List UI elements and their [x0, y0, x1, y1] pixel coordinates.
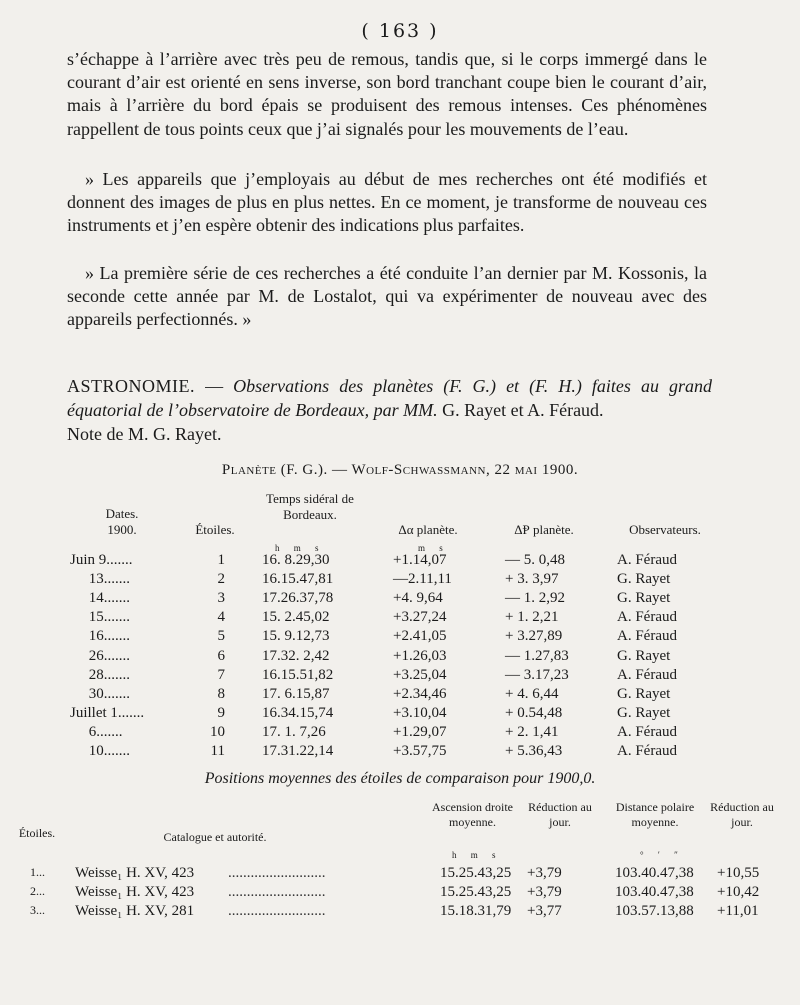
heading-authors: G. Rayet et A. Féraud. — [437, 400, 604, 420]
cell-ddelta: + 1. 2,21 — [505, 609, 559, 626]
table-row — [0, 628, 800, 647]
header-ddelta: ΔⱣ planète. — [514, 522, 574, 537]
cell-dalpha: +4. 9,64 — [393, 590, 443, 607]
table-row — [0, 865, 800, 885]
pos-units-ra: h m s — [452, 850, 502, 860]
header-year: 1900. — [107, 522, 137, 537]
table-row — [0, 552, 800, 571]
cell-date: Juillet 1....... — [70, 704, 145, 721]
cell-catalogue: Weisse₁ H. XV, 423 — [75, 865, 195, 881]
pos-header-ra: Ascension droite moyenne. — [432, 800, 513, 829]
cell-time: 15. 2.45,02 — [262, 609, 330, 626]
pos-units-dec: ° ′ ″ — [640, 850, 684, 860]
cell-time: 17.32. 2,42 — [262, 647, 330, 664]
cell-observer: A. Féraud — [617, 723, 677, 740]
cell-time: 15. 9.12,73 — [262, 628, 330, 645]
section-heading — [67, 374, 712, 446]
cell-observer: A. Féraud — [617, 628, 677, 645]
planet-title: Planète (F. G.). — Wolf-Schwassmann, 22 mai 1900. — [221, 462, 579, 478]
header-dalpha: Δα planète. — [398, 522, 458, 537]
cell-date: 30....... — [70, 685, 130, 702]
cell-star-number: 3... — [30, 903, 45, 917]
heading-title: Observations des planètes (F. G.) et (F. H.) faites au grand équatorial de l’observatoire de Bordeaux, par MM. — [67, 376, 713, 420]
section-label: ASTRONOMIE. — [67, 376, 196, 396]
cell-dalpha: +2.34,46 — [393, 685, 447, 702]
cell-ddelta: + 0.54,48 — [505, 704, 563, 721]
cell-time: 16. 8.29,30 — [262, 552, 330, 568]
cell-date: 6....... — [70, 723, 123, 740]
cell-dalpha: +3.10,04 — [393, 704, 447, 721]
cell-date: 28....... — [70, 666, 130, 683]
cell-star: 5 — [217, 628, 225, 645]
cell-polar-distance: 103.40.47,38 — [615, 865, 694, 881]
dot-leader: .......................... — [228, 865, 326, 881]
cell-ra: 15.18.31,79 — [440, 903, 512, 919]
cell-dalpha: +1.29,07 — [393, 723, 447, 740]
cell-observer: A. Féraud — [617, 609, 677, 626]
paragraph-2: » Les appareils que j’employais au début de mes recherches ont été modifiés et donnent des images de plus en plus nettes. En ce moment, je transforme de nouveau ces instruments et j’en espère obtenir des indications plus parfaites. — [67, 169, 707, 236]
cell-dalpha: —2.11,11 — [393, 571, 452, 588]
cell-ddelta: + 5.36,43 — [505, 743, 563, 759]
cell-date: 13....... — [70, 571, 130, 588]
cell-ddelta: — 1. 2,92 — [505, 590, 565, 607]
cell-dec-reduction: +11,01 — [717, 903, 759, 919]
header-observers: Observateurs. — [629, 522, 701, 537]
table-row — [0, 609, 800, 628]
table-row — [0, 667, 800, 686]
pos-header-ra-red: Réduction au jour. — [528, 800, 592, 829]
cell-observer: A. Féraud — [617, 552, 677, 568]
cell-date: 16....... — [70, 628, 130, 645]
cell-star: 10 — [210, 723, 225, 740]
cell-date: 10....... — [70, 743, 130, 759]
cell-dalpha: +2.41,05 — [393, 628, 447, 645]
cell-catalogue: Weisse₁ H. XV, 423 — [75, 884, 195, 900]
table-row — [0, 686, 800, 705]
cell-dalpha: +3.27,24 — [393, 609, 447, 626]
pos-header-dec-red: Réduction au jour. — [710, 800, 774, 829]
table-row — [0, 705, 800, 724]
page-number: ( 163 ) — [361, 20, 439, 42]
pos-header-catalogue: Catalogue et autorité. — [163, 830, 267, 844]
cell-ra-reduction: +3,79 — [527, 865, 562, 881]
header-time: Temps sidéral de Bordeaux. — [266, 491, 354, 522]
cell-star: 1 — [217, 552, 225, 568]
cell-ddelta: + 4. 6,44 — [505, 685, 559, 702]
cell-time: 16.15.51,82 — [262, 666, 334, 683]
cell-time: 17.31.22,14 — [262, 743, 334, 759]
table-row — [0, 590, 800, 609]
cell-time: 17. 6.15,87 — [262, 685, 330, 702]
cell-polar-distance: 103.40.47,38 — [615, 884, 694, 900]
cell-star: 11 — [210, 743, 225, 759]
cell-ddelta: + 3.27,89 — [505, 628, 563, 645]
dot-leader: .......................... — [228, 903, 326, 919]
cell-polar-distance: 103.57.13,88 — [615, 903, 694, 919]
cell-star: 4 — [217, 609, 225, 626]
cell-observer: G. Rayet — [617, 590, 671, 607]
cell-star: 8 — [217, 685, 225, 702]
cell-ddelta: — 1.27,83 — [505, 647, 569, 664]
cell-star: 2 — [217, 571, 225, 588]
cell-time: 16.34.15,74 — [262, 704, 334, 721]
cell-time: 17. 1. 7,26 — [262, 723, 326, 740]
cell-dec-reduction: +10,42 — [717, 884, 760, 900]
dot-leader: .......................... — [228, 884, 326, 900]
cell-ddelta: + 2. 1,41 — [505, 723, 559, 740]
cell-ra-reduction: +3,79 — [527, 884, 562, 900]
table-row — [0, 743, 800, 762]
paragraph-3: » La première série de ces recherches a été conduite l’an dernier par M. Kossonis, la seconde cette année par M. de Lostalot, qui va expérimenter de nouveau avec des appareils perfectionnés. » — [67, 263, 707, 330]
cell-star: 6 — [217, 647, 225, 664]
cell-ddelta: + 3. 3,97 — [505, 571, 559, 588]
cell-ra-reduction: +3,77 — [527, 903, 562, 919]
cell-observer: A. Féraud — [617, 743, 677, 759]
cell-dalpha: +1.14,07 — [393, 552, 447, 568]
cell-observer: G. Rayet — [617, 647, 671, 664]
cell-dalpha: +3.25,04 — [393, 666, 447, 683]
cell-dalpha: +1.26,03 — [393, 647, 447, 664]
cell-observer: G. Rayet — [617, 685, 671, 702]
cell-star-number: 2... — [30, 884, 45, 898]
cell-star: 9 — [217, 704, 225, 721]
cell-ddelta: — 3.17,23 — [505, 666, 569, 683]
header-dates: Dates. — [105, 506, 139, 521]
header-stars: Étoiles. — [195, 522, 235, 537]
table-row — [0, 724, 800, 743]
cell-ra: 15.25.43,25 — [440, 865, 512, 881]
heading-dash: — — [195, 376, 234, 396]
pos-header-stars: Étoiles. — [18, 826, 56, 840]
cell-date: 14....... — [70, 590, 130, 607]
cell-date: 26....... — [70, 647, 130, 664]
positions-title: Positions moyennes des étoiles de comparaison pour 1900,0. — [204, 770, 596, 787]
cell-ddelta: — 5. 0,48 — [505, 552, 565, 568]
table-row — [0, 903, 800, 923]
cell-dalpha: +3.57,75 — [393, 743, 447, 759]
cell-date: 15....... — [70, 609, 130, 626]
cell-star-number: 1... — [30, 865, 45, 879]
cell-star: 7 — [217, 666, 225, 683]
cell-date: Juin 9....... — [70, 552, 133, 568]
paragraph-1: s’échappe à l’arrière avec très peu de remous, tandis que, si le corps immergé dans le courant d’air est orienté en sens inverse, son bord tranchant coupe bien le courant d’air, mais à l’arrière du bord épais se produisent des remous intenses. Ces phénomènes rappellent de tous points ceux que j’ai signalés pour les mouvements de l’eau. — [67, 49, 707, 139]
cell-time: 16.15.47,81 — [262, 571, 334, 588]
table-row — [0, 648, 800, 667]
pos-header-dec: Distance polaire moyenne. — [615, 800, 695, 829]
cell-ra: 15.25.43,25 — [440, 884, 512, 900]
units-time: h m s — [275, 543, 325, 553]
cell-observer: A. Féraud — [617, 666, 677, 683]
cell-time: 17.26.37,78 — [262, 590, 334, 607]
cell-observer: G. Rayet — [617, 704, 671, 721]
table-row — [0, 884, 800, 904]
table-row — [0, 571, 800, 590]
cell-observer: G. Rayet — [617, 571, 671, 588]
cell-catalogue: Weisse₁ H. XV, 281 — [75, 903, 195, 919]
heading-note: Note de M. G. Rayet. — [67, 424, 222, 444]
units-dalpha: m s — [418, 543, 449, 553]
cell-star: 3 — [217, 590, 225, 607]
cell-dec-reduction: +10,55 — [717, 865, 760, 881]
